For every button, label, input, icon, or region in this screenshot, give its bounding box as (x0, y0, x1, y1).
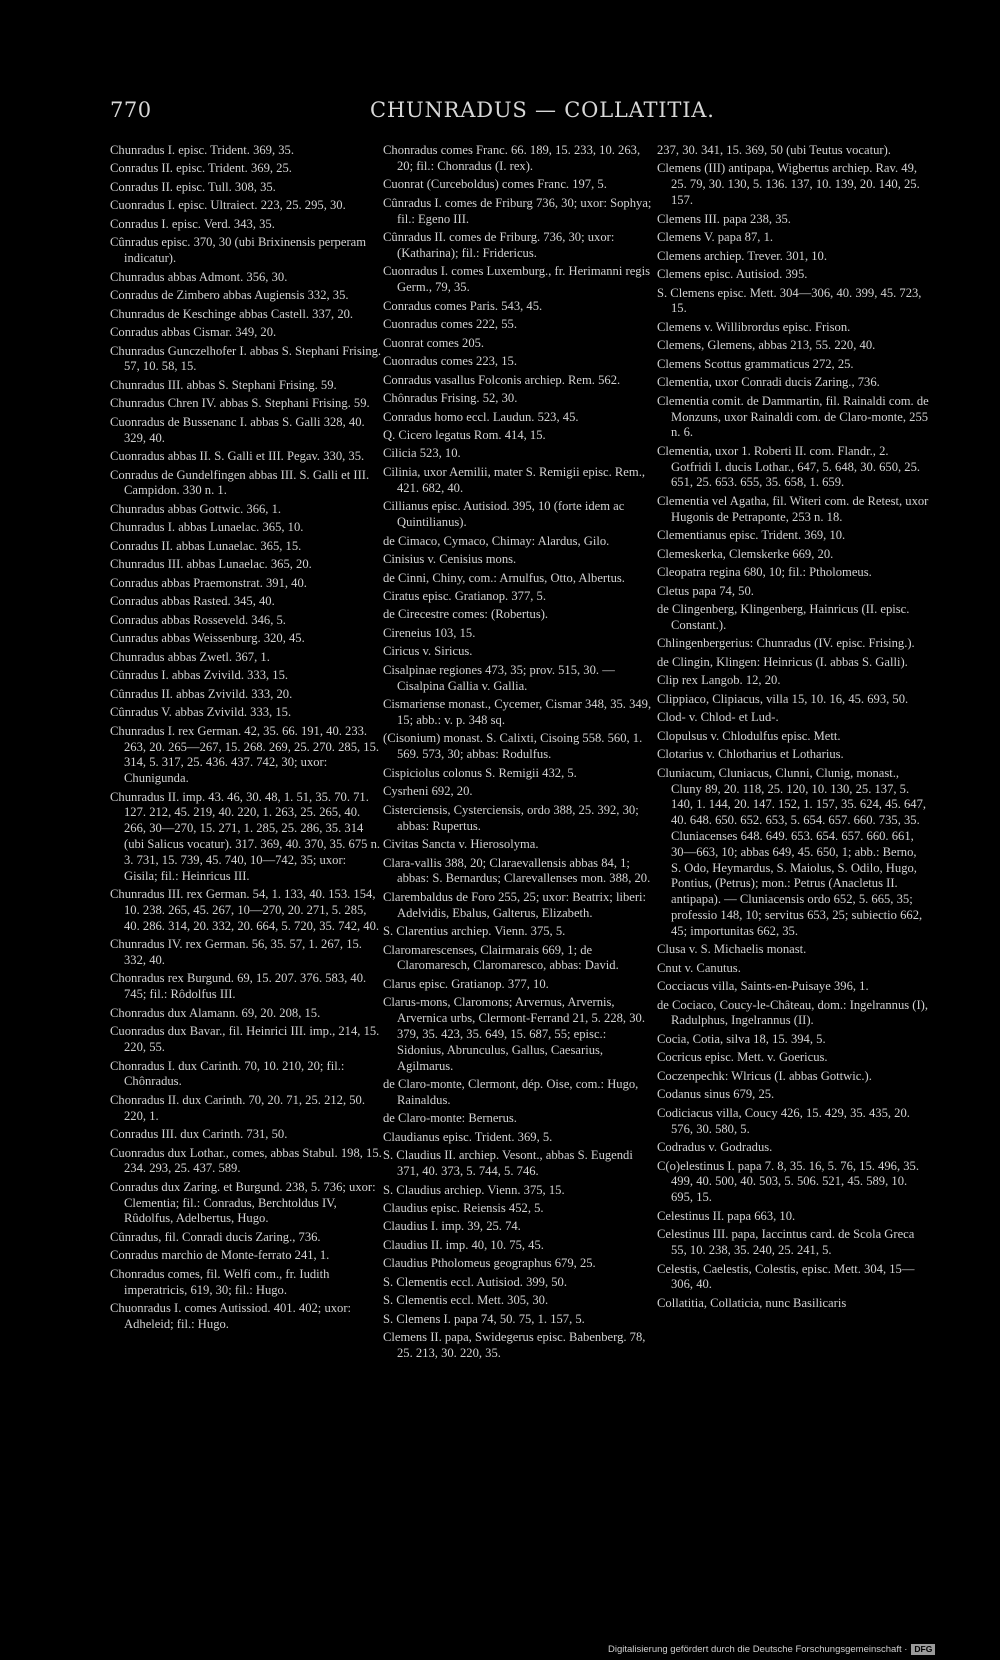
index-entry: (Cisonium) monast. S. Calixti, Cisoing 558. 560, 1. 569. 573, 30; abbas: Rodulfus. (383, 731, 643, 762)
index-entry: Cuonrat comes 205. (383, 335, 485, 350)
index-column-1 (110, 143, 382, 1335)
index-entry: Clip rex Langob. 12, 20. (657, 673, 781, 688)
index-entry: Cûnradus I. comes de Friburg 736, 30; uxor: Sophya; fil.: Egeno III. (383, 195, 652, 226)
index-entry: Cunradus abbas Weissenburg. 320, 45. (110, 631, 305, 646)
index-entry: Celestinus III. papa, Iaccintus card. de Scola Greca 55, 10. 238, 35. 240, 25. 241, 5. (657, 1227, 915, 1258)
index-column-2 (383, 143, 655, 1365)
index-entry: Ciratus episc. Gratianop. 377, 5. (383, 588, 546, 603)
footer-text: Digitalisierung gefördert durch die Deutsche Forschungsgemeinschaft · (608, 1644, 908, 1656)
index-entry: Chlingenbergerius: Chunradus (IV. episc. Frising.). (657, 636, 915, 651)
index-entry: Celestis, Caelestis, Colestis, episc. Mett. 304, 15—306, 40. (657, 1261, 915, 1292)
index-entry: Clemens archiep. Trever. 301, 10. (657, 248, 827, 263)
index-entry: Chunradus abbas Admont. 356, 30. (110, 269, 288, 284)
index-entry: Claudianus episc. Trident. 369, 5. (383, 1129, 553, 1144)
index-entry: Cisalpinae regiones 473, 35; prov. 515, 30. — Cisalpina Gallia v. Gallia. (383, 662, 615, 693)
index-entry: Clemens v. Willibrordus episc. Frison. (657, 319, 851, 334)
index-entry: Chunradus III. rex German. 54, 1. 133, 40. 153. 154, 10. 238. 265, 45. 267, 10—270, 20. 271, 5. 285, 40. 286. 314, 20. 332, 20. 664, 5. 720, 35. 742, 40. (110, 887, 380, 933)
index-entry: Clarus episc. Gratianop. 377, 10. (383, 976, 549, 991)
footer-credit (608, 1644, 935, 1655)
index-entry: Chunradus abbas Zwetl. 367, 1. (110, 649, 270, 664)
index-entry: de Cinni, Chiny, com.: Arnulfus, Otto, Albertus. (383, 570, 625, 585)
index-entry: Cnut v. Canutus. (657, 960, 741, 975)
index-entry: Chunradus IV. rex German. 56, 35. 57, 1. 267, 15. 332, 40. (110, 937, 362, 967)
index-entry: Clemens V. papa 87, 1. (657, 230, 774, 245)
index-entry: Chunradus Gunczelhofer I. abbas S. Stephani Frising. 57, 10. 58, 15. (110, 343, 382, 374)
index-entry: Clotarius v. Chlotharius et Lotharius. (657, 747, 844, 762)
index-entry: Conradus II. episc. Trident. 369, 25. (110, 161, 292, 176)
index-entry: Chuonradus I. comes Autissiod. 401. 402; uxor: Adheleid; fil.: Hugo. (110, 1301, 352, 1331)
index-entry: Conradus I. episc. Verd. 343, 35. (110, 216, 275, 231)
index-entry: Clementianus episc. Trident. 369, 10. (657, 528, 846, 543)
index-entry: Cocciacus villa, Saints-en-Puisaye 396, 1. (657, 979, 869, 994)
index-entry: Conradus II. episc. Tull. 308, 35. (110, 179, 276, 194)
index-entry: S. Claudius archiep. Vienn. 375, 15. (383, 1182, 565, 1197)
index-entry: Cocricus episc. Mett. v. Goericus. (657, 1050, 828, 1065)
index-entry: Coczenpechk: Wlricus (I. abbas Gottwic.). (657, 1068, 872, 1083)
index-entry: Conradus dux Zaring. et Burgund. 238, 5. 736; uxor: Clementia; fil.: Conradus, Berchtoldus IV, Rûdolfus, Adelbertus, Hugo. (110, 1179, 376, 1226)
index-entry: Chonradus rex Burgund. 69, 15. 207. 376. 583, 40. 745; fil.: Rôdolfus III. (110, 971, 367, 1002)
index-entry: de Clingin, Klingen: Heinricus (I. abbas S. Galli). (657, 654, 908, 669)
index-entry: Cireneius 103, 15. (383, 625, 476, 640)
index-entry: Clod- v. Chlod- et Lud-. (657, 710, 779, 725)
index-entry: de Cirecestre comes: (Robertus). (383, 607, 549, 622)
index-entry: Conradus marchio de Monte-ferrato 241, 1. (110, 1248, 330, 1263)
index-entry: S. Clementis eccl. Autisiod. 399, 50. (383, 1274, 567, 1289)
index-entry: S. Clemens I. papa 74, 50. 75, 1. 157, 5. (383, 1311, 585, 1326)
index-entry: Chunradus III. abbas Lunaelac. 365, 20. (110, 557, 312, 572)
index-entry: Chonradus comes, fil. Welfi com., fr. Iudith imperatricis, 619, 30; fil.: Hugo. (110, 1266, 330, 1297)
index-entry: Cillianus episc. Autisiod. 395, 10 (forte idem ac Quintilianus). (383, 499, 625, 530)
index-entry: Clemens (III) antipapa, Wigbertus archiep. Rav. 49, 25. 79, 30. 130, 5. 136. 137, 10. 139, 20. 140, 25. 157. (657, 161, 920, 208)
index-entry: Cuonradus abbas II. S. Galli et III. Pegav. 330, 35. (110, 449, 365, 464)
index-entry: Cilinia, uxor Aemilii, mater S. Remigii episc. Rem., 421. 682, 40. (383, 464, 645, 495)
index-entry: Cluniacum, Cluniacus, Clunni, Clunig, monast., Cluny 89, 20. 118, 25. 120, 10. 130, 25. 137, 5. 140, 1. 144, 20. 147. 152, 1. 157, 35. 624, 45. 647, 40. 648. 650. 652. 653, 5. 654. 657. 660. 735, 35. Cluniacenses 648. 649. 653. 654. 657. 660. 661, 30—663, 10; abbas 649, 45. 650, 1; abb.: Berno, S. Odo, Heymardus, S. Maiolus, S. Odilo, Hugo, Pontius, (Petrus); mon.: Petrus (Anacletus II. antipapa). — Cluniacensis ordo 652, 5. 665, 35; professio 148, 10; servitus 653, 25; subiectio 662, 45; importunitas 662, 35. (657, 765, 927, 938)
index-entry: Collatitia, Collaticia, nunc Basilicaris (657, 1295, 847, 1310)
index-entry: Cletus papa 74, 50. (657, 583, 754, 598)
index-entry: Claromarescenses, Clairmarais 669, 1; de Claromaresch, Claromaresco, abbas: David. (383, 942, 619, 973)
index-entry: Claudius I. imp. 39, 25. 74. (383, 1219, 521, 1234)
index-entry: Clippiaco, Clipiacus, villa 15, 10. 16, 45. 693, 50. (657, 691, 909, 706)
index-entry: Conradus abbas Rosseveld. 346, 5. (110, 612, 286, 627)
index-entry: Chunradus I. abbas Lunaelac. 365, 10. (110, 520, 304, 535)
index-entry: Clementia, uxor 1. Roberti II. com. Flandr., 2. Gotfridi I. ducis Lothar., 647, 5. 648, 30. 650, 25. 651, 25. 653. 655, 35. 658, 1. 659. (657, 443, 921, 490)
index-entry: Cuonradus dux Bavar., fil. Heinrici III. imp., 214, 15. 220, 55. (110, 1024, 380, 1055)
index-entry: Chunradus III. abbas S. Stephani Frising. 59. (110, 377, 337, 392)
running-head: CHUNRADUS — COLLATITIA. (370, 98, 715, 122)
index-entry: Claudius episc. Reiensis 452, 5. (383, 1201, 544, 1215)
index-entry: Claudius II. imp. 40, 10. 75, 45. (383, 1237, 544, 1252)
index-entry: Clemens episc. Autisiod. 395. (657, 267, 808, 282)
index-entry: Codanus sinus 679, 25. (657, 1087, 775, 1102)
index-entry: Cûnradus I. abbas Zvivild. 333, 15. (110, 668, 289, 683)
index-entry: Clementia vel Agatha, fil. Witeri com. de Retest, uxor Hugonis de Petraponte, 253 n. 18. (657, 493, 929, 524)
index-entry: Clementia, uxor Conradi ducis Zaring., 736. (657, 375, 880, 390)
index-entry: Cilicia 523, 10. (383, 446, 461, 461)
index-entry: Cuonradus dux Lothar., comes, abbas Stabul. 198, 15. 234. 293, 25. 437. 589. (110, 1145, 382, 1176)
index-entry: Chunradus Chren IV. abbas S. Stephani Frising. 59. (110, 396, 370, 411)
index-entry: Codradus v. Godradus. (657, 1140, 773, 1155)
index-entry: Conradus vasallus Folconis archiep. Rem. 562. (383, 372, 621, 387)
index-entry: Ciricus v. Siricus. (383, 644, 473, 659)
index-entry: Clemens III. papa 238, 35. (657, 211, 791, 226)
page-number: 770 (110, 98, 152, 122)
index-entry: Clara-vallis 388, 20; Claraevallensis abbas 84, 1; abbas: S. Bernardus; Clarevallenses mon. 388, 20. (383, 855, 651, 886)
dfg-logo: DFG (911, 1644, 935, 1655)
index-entry: Conradus III. dux Carinth. 731, 50. (110, 1127, 288, 1142)
index-entry: Cuonradus comes 223, 15. (383, 354, 517, 369)
index-entry: Claudius Ptholomeus geographus 679, 25. (383, 1256, 596, 1271)
index-entry: Conradus II. abbas Lunaelac. 365, 15. (110, 538, 302, 553)
index-entry: Clemeskerka, Clemskerke 669, 20. (657, 546, 834, 561)
index-entry: Conradus de Zimbero abbas Augiensis 332, 35. (110, 288, 349, 303)
index-entry: Clemens, Glemens, abbas 213, 55. 220, 40. (657, 338, 876, 353)
index-entry: Cispiciolus colonus S. Remigii 432, 5. (383, 765, 577, 780)
index-entry: Celestinus II. papa 663, 10. (657, 1208, 796, 1223)
index-entry: Q. Cicero legatus Rom. 414, 15. (383, 428, 546, 442)
index-entry: S. Claudius II. archiep. Vesont., abbas S. Eugendi 371, 40. 373, 5. 744, 5. 746. (383, 1148, 633, 1179)
index-entry: Clementia comit. de Dammartin, fil. Rainaldi com. de Monzuns, uxor Rainaldi com. de Claro-monte, 255 n. 6. (657, 393, 929, 440)
index-entry: Chonradus comes Franc. 66. 189, 15. 233, 10. 263, 20; fil.: Chonradus (I. rex). (383, 143, 641, 173)
index-entry: Conradus abbas Cismar. 349, 20. (110, 325, 277, 340)
index-entry: Cinisius v. Cenisius mons. (383, 552, 517, 567)
index-entry: Cisterciensis, Cysterciensis, ordo 388, 25. 392, 30; abbas: Rupertus. (383, 802, 639, 833)
index-entry: de Claro-monte: Bernerus. (383, 1111, 517, 1126)
index-entry: Chonradus dux Alamann. 69, 20. 208, 15. (110, 1005, 321, 1020)
index-entry: de Claro-monte, Clermont, dép. Oise, com.: Hugo, Rainaldus. (383, 1076, 639, 1107)
index-entry: Cûnradus episc. 370, 30 (ubi Brixinensis perperam indicatur). (110, 235, 367, 266)
index-entry: S. Clarentius archiep. Vienn. 375, 5. (383, 924, 566, 939)
index-entry: Cûnradus V. abbas Zvivild. 333, 15. (110, 705, 292, 720)
index-entry: S. Clemens episc. Mett. 304—306, 40. 399, 45. 723, 15. (657, 285, 922, 316)
index-entry: de Clingenberg, Klingenberg, Hainricus (II. episc. Constant.). (657, 602, 910, 632)
index-entry: Codiciacus villa, Coucy 426, 15. 429, 35. 435, 20. 576, 30. 580, 5. (657, 1105, 910, 1136)
index-entry: Conradus comes Paris. 543, 45. (383, 298, 543, 313)
index-entry: Chunradus de Keschinge abbas Castell. 337, 20. (110, 306, 354, 321)
index-entry: Conradus abbas Praemonstrat. 391, 40. (110, 575, 307, 590)
index-entry: de Cimaco, Cymaco, Chimay: Alardus, Gilo. (383, 533, 610, 548)
index-entry: Cûnradus II. comes de Friburg. 736, 30; uxor: (Katharina); fil.: Fridericus. (383, 230, 615, 260)
index-entry: Clemens II. papa, Swidegerus episc. Babenberg. 78, 25. 213, 30. 220, 35. (383, 1330, 646, 1361)
index-entry: Chonradus II. dux Carinth. 70, 20. 71, 25. 212, 50. 220, 1. (110, 1092, 366, 1123)
index-entry: Chunradus abbas Gottwic. 366, 1. (110, 501, 282, 516)
index-entry: Chunradus II. imp. 43. 46, 30. 48, 1. 51, 35. 70. 71. 127. 212, 45. 219, 40. 220, 1. 263, 25. 265, 40. 266, 30—270, 15. 271, 1. 285, 25. 286, 35. 314 (ubi Salicus vocatur). 317. 369, 40. 370, 35. 675 n. 3. 731, 15. 739, 45. 740, 10—742, 35; uxor: Gisila; fil.: Heinricus III. (110, 789, 381, 883)
index-entry: Cysrheni 692, 20. (383, 784, 473, 799)
index-entry: Cismariense monast., Cycemer, Cismar 348, 35. 349, 15; abb.: v. p. 348 sq. (383, 697, 652, 727)
index-entry: 237, 30. 341, 15. 369, 50 (ubi Teutus vocatur). (657, 143, 891, 157)
index-entry: Cuonradus I. comes Luxemburg., fr. Herimanni regis Germ., 79, 35. (383, 264, 650, 295)
index-entry: Conradus homo eccl. Laudun. 523, 45. (383, 409, 579, 424)
index-entry: Cuonradus comes 222, 55. (383, 317, 517, 332)
index-entry: Cleopatra regina 680, 10; fil.: Ptholomeus. (657, 565, 872, 580)
index-entry: Clemens Scottus grammaticus 272, 25. (657, 356, 854, 371)
index-entry: Clopulsus v. Chlodulfus episc. Mett. (657, 728, 841, 743)
index-entry: de Cociaco, Coucy-le-Château, dom.: Ingelrannus (I), Radulphus, Ingelrannus (II). (657, 997, 929, 1028)
index-entry: Civitas Sancta v. Hierosolyma. (383, 837, 539, 852)
index-entry: Clusa v. S. Michaelis monast. (657, 942, 807, 957)
index-entry: Cûnradus, fil. Conradi ducis Zaring., 736. (110, 1229, 321, 1244)
index-entry: Clarus-mons, Claromons; Arvernus, Arvernis, Arvernica urbs, Clermont-Ferrand 21, 5. 228, 30. 379, 35. 423, 35. 649, 15. 687, 55; episc.: Sidonius, Abrunculus, Gallus, Caesarius, Agilmarus. (383, 995, 645, 1073)
index-entry: Chônradus Frising. 52, 30. (383, 391, 518, 406)
index-entry: Cuonrat (Curceboldus) comes Franc. 197, 5. (383, 177, 607, 192)
index-entry: C(o)elestinus I. papa 7. 8, 35. 16, 5. 76, 15. 496, 35. 499, 40. 500, 40. 503, 5. 506. 521, 45. 589, 10. 695, 15. (657, 1158, 919, 1205)
index-column-3 (657, 143, 929, 1314)
index-entry: Chunradus I. rex German. 42, 35. 66. 191, 40. 233. 263, 20. 265—267, 15. 268. 269, 25. 270. 285, 15. 314, 5. 317, 25. 436. 437. 742, 30; uxor: Chunigunda. (110, 723, 380, 786)
index-entry: Conradus abbas Rasted. 345, 40. (110, 594, 275, 609)
index-entry: Chunradus I. episc. Trident. 369, 35. (110, 143, 295, 157)
index-entry: Cuonradus I. episc. Ultraiect. 223, 25. 295, 30. (110, 198, 346, 213)
index-entry: Cûnradus II. abbas Zvivild. 333, 20. (110, 686, 293, 701)
index-entry: Conradus de Gundelfingen abbas III. S. Galli et III. Campidon. 330 n. 1. (110, 467, 370, 498)
index-entry: S. Clementis eccl. Mett. 305, 30. (383, 1293, 549, 1308)
index-entry: Chonradus I. dux Carinth. 70, 10. 210, 20; fil.: Chônradus. (110, 1058, 345, 1089)
index-entry: Cocia, Cotia, silva 18, 15. 394, 5. (657, 1031, 826, 1046)
index-entry: Cuonradus de Bussenanc I. abbas S. Galli 328, 40. 329, 40. (110, 414, 365, 445)
index-entry: Clarembaldus de Foro 255, 25; uxor: Beatrix; liberi: Adelvidis, Ebalus, Galterus, Elizabeth. (383, 889, 647, 920)
